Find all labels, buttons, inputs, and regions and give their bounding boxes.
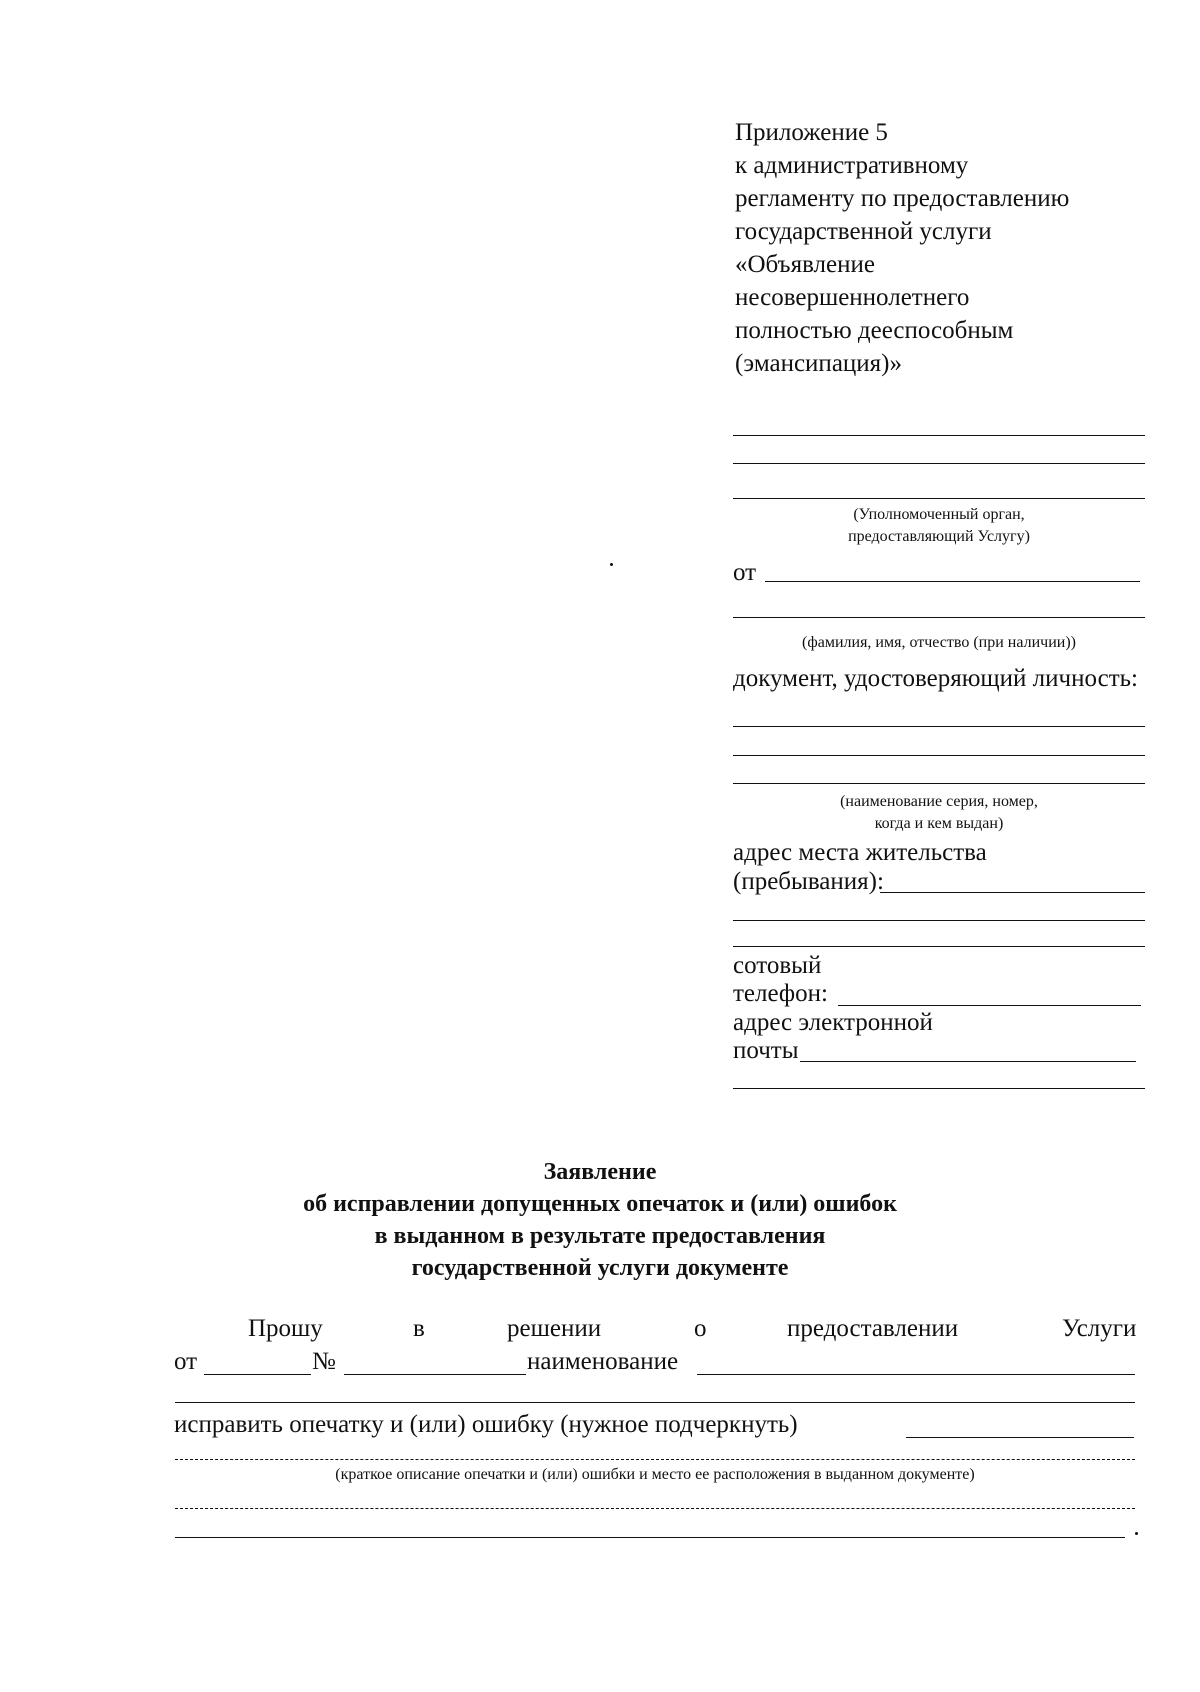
stray-dot — [1135, 1532, 1138, 1535]
appendix-line: к административному — [735, 152, 969, 179]
appendix-line: (эмансипация)» — [735, 350, 902, 377]
body-word: предоставлении — [787, 1315, 959, 1342]
stray-dot — [610, 563, 613, 566]
decision-from-label: от — [174, 1348, 198, 1375]
description-line[interactable] — [175, 1537, 1125, 1538]
decision-date-line[interactable] — [204, 1374, 311, 1375]
name-caption: (фамилия, имя, отчество (при наличии)) — [802, 634, 1076, 651]
address-field-line[interactable] — [733, 946, 1145, 947]
authority-field-line[interactable] — [733, 463, 1145, 464]
document-title: Заявление — [543, 1159, 657, 1185]
address-field-line[interactable] — [733, 920, 1145, 921]
phone-field-line[interactable] — [838, 1005, 1141, 1006]
name-field-line[interactable] — [733, 617, 1145, 618]
body-word: Прошу — [248, 1315, 323, 1342]
email-field-line[interactable] — [800, 1061, 1136, 1062]
description-line[interactable] — [175, 1459, 1135, 1460]
decision-name-line[interactable] — [697, 1374, 1135, 1375]
body-word: в — [413, 1315, 425, 1342]
email-label: адрес электронной — [733, 1009, 933, 1036]
body-word: решении — [507, 1315, 602, 1342]
id-caption: когда и кем выдан) — [874, 815, 1004, 832]
address-label: адрес места жительства — [733, 839, 987, 866]
address-label-2: (пребывания): — [733, 868, 884, 895]
appendix-line: полностью дееспособным — [735, 317, 1014, 344]
address-field-line[interactable] — [880, 892, 1145, 893]
body-word: о — [694, 1315, 707, 1342]
email-label-2: почты — [733, 1037, 799, 1064]
correct-error-text: исправить опечатку и (или) ошибку (нужное подчеркнуть) — [174, 1411, 798, 1438]
document-subtitle: об исправлении допущенных опечаток и (или) ошибок — [303, 1191, 897, 1217]
correct-error-line[interactable] — [906, 1437, 1134, 1438]
id-caption: (наименование серия, номер, — [840, 793, 1038, 810]
decision-number-line[interactable] — [344, 1374, 526, 1375]
id-field-line[interactable] — [733, 726, 1145, 727]
from-field-line[interactable] — [765, 581, 1140, 582]
appendix-line: несовершеннолетнего — [735, 284, 970, 311]
body-word: Услуги — [1062, 1315, 1137, 1342]
id-document-label: документ, удостоверяющий личность: — [733, 665, 1138, 692]
document-subtitle: государственной услуги документе — [411, 1255, 789, 1281]
authority-caption: (Уполномоченный орган, — [853, 506, 1025, 523]
appendix-line: «Объявление — [735, 251, 875, 278]
from-label: от — [733, 559, 757, 586]
id-field-line[interactable] — [733, 783, 1145, 784]
decision-name-label: наименование — [527, 1348, 679, 1375]
authority-field-line[interactable] — [733, 498, 1145, 499]
phone-label-2: телефон: — [733, 980, 828, 1007]
appendix-number: Приложение 5 — [735, 119, 888, 146]
decision-name-line-2[interactable] — [175, 1402, 1135, 1403]
authority-field-line[interactable] — [733, 435, 1145, 436]
appendix-line: государственной услуги — [735, 218, 992, 245]
email-field-line[interactable] — [733, 1088, 1145, 1089]
decision-number-label: № — [312, 1348, 336, 1375]
authority-caption: предоставляющий Услугу) — [848, 528, 1030, 545]
phone-label: сотовый — [733, 952, 822, 979]
description-line[interactable] — [175, 1508, 1135, 1509]
document-subtitle: в выданном в результате предоставления — [374, 1223, 826, 1249]
description-caption: (краткое описание опечатки и (или) ошибки и место ее расположения в выданном документе) — [335, 1466, 975, 1483]
appendix-line: регламенту по предоставлению — [735, 185, 1070, 212]
id-field-line[interactable] — [733, 755, 1145, 756]
